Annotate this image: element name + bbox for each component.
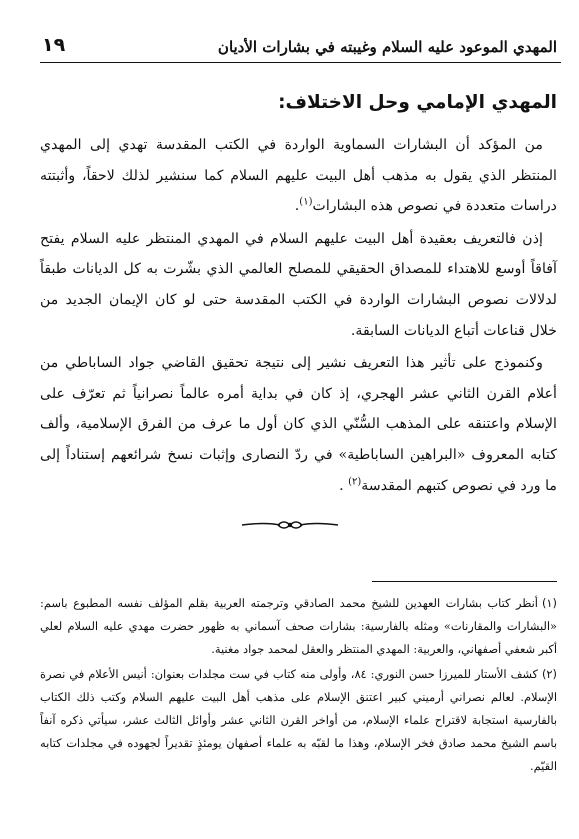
page-number: ١٩ xyxy=(42,34,66,56)
footnote-text: أنظر كتاب بشارات العهدين للشيخ محمد الصادقي وترجمته العربية بقلم المؤلف نفسه المطبوع باسم: «البشارات والمقارنات» ومثله بالفارسية: بشارات صحف آسماني به ظهور حضرت مهدي عليه السلام لعلي أكبر شعفي أصفهاني، والعربية: المهدي المنتظر والعقل لمحمد جواد مغنية. xyxy=(40,596,557,657)
footnote-marker-2[interactable]: (٢) xyxy=(348,475,362,487)
body-text xyxy=(40,130,557,503)
footnote-number: (١) xyxy=(541,596,557,610)
paragraph-2: إذن فالتعريف بعقيدة أهل البيت عليهم السلام في المهدي المنتظر عليه السلام يفتح آفاقاً أوسع للاهتداء للمصداق الحقيقي للمصلح العالمي الذي بشّرت به كل الديانات طبقاً لدلالات نصوص البشارات الواردة في الكتب المقدسة حتى لو كان الإيمان الجديد من خلال قناعات أتباع الديانات السابقة. xyxy=(40,230,557,339)
footnote-number: (٢) xyxy=(541,666,557,681)
footnote-2 xyxy=(40,663,557,779)
section-heading: المهدي الإمامي وحل الاختلاف: xyxy=(278,92,557,113)
footnotes xyxy=(40,592,557,780)
section-divider-ornament xyxy=(240,517,340,533)
footnote-1 xyxy=(40,592,557,662)
book-title: المهدي الموعود عليه السلام وغيبته في بشارات الأديان xyxy=(217,38,557,56)
footnote-separator xyxy=(372,581,557,582)
footnote-marker-1[interactable]: (١) xyxy=(299,196,313,208)
running-header xyxy=(40,30,561,63)
paragraph-1: من المؤكد أن البشارات السماوية الواردة في الكتب المقدسة تهدي إلى المهدي المنتظر الذي يقول به مذهب أهل البيت عليهم السلام كما سنشير لذلك لاحقاً، وأثبتته دراسات متعددة في نصوص هذه البشارات$^{(١)}$. xyxy=(40,137,557,215)
footnote-text: كشف الأستار للميرزا حسن النوري: ٨٤، وأولى منه كتاب في ست مجلدات بعنوان: أنيس الأعلام في نصرة الإسلام. لعالم نصراني أرميني كبير اعتنق الإسلام على مذهب أهل البيت عليهم السلام وكتب ذلك الكتاب بالفارسية استجابة لاقتراح علماء الإسلام، من أواخر القرن الثاني عشر وأوائل الثالث عشر، سيأتي ذكره آنفاً باسم الشيخ محمد صادق فخر الإسلام، وهذا ما لقبّه به علماء أصفهان يومئذٍ تقديراً لجهوده في مجلدات كتابه القيّم. xyxy=(40,666,557,774)
paragraph-3: وكنموذج على تأثير هذا التعريف نشير إلى نتيجة تحقيق القاضي جواد الساباطي من أعلام القرن الثاني عشر الهجري، إذ كان في بداية أمره عالماً نصرانياً ثم تعرّف على الإسلام واعتنقه على المذهب السُّنّي الذي كان أول ما عرف من الفرق الإسلامية، وألف كتابه المعروف «البراهين الساباطية» في ردّ النصارى وإثبات نسخ شرائعهم إستناداً إلى ما ورد في نصوص كتبهم المقدسة$^{(٢)}$ . xyxy=(40,355,557,494)
